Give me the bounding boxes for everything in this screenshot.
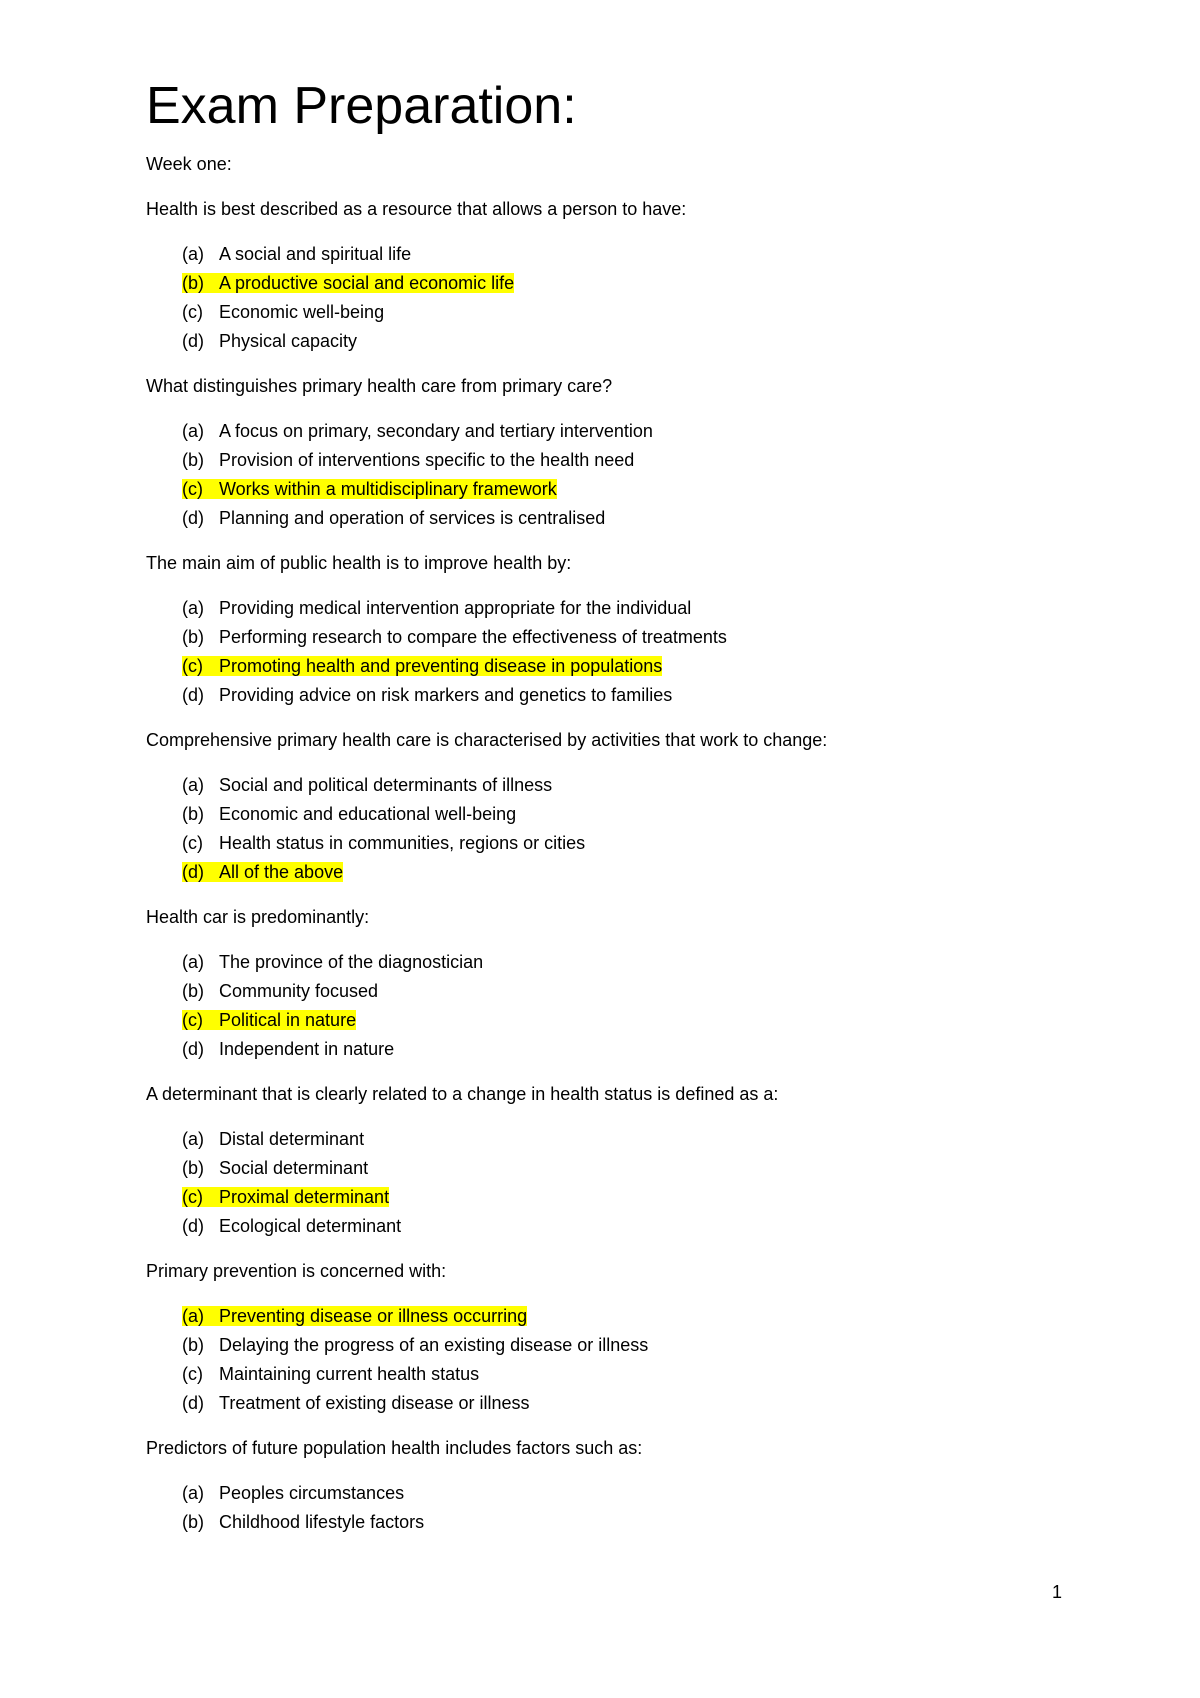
answer-options: [146, 948, 1106, 1064]
option-text: Works within a multidisciplinary framework: [219, 479, 557, 499]
option-letter: (b): [182, 1335, 204, 1355]
option-text: Independent in nature: [219, 1039, 395, 1059]
option-content: [182, 1364, 479, 1384]
option-letter: (a): [182, 1483, 204, 1503]
week-heading: Week one:: [146, 154, 232, 174]
option-letter: (a): [182, 1306, 204, 1326]
option-content: [182, 1010, 356, 1030]
option-content: [182, 508, 605, 528]
answer-option: [182, 1125, 1106, 1154]
option-content: [182, 1187, 389, 1207]
option-text: Performing research to compare the effectiveness of treatments: [219, 627, 727, 647]
answer-option: [182, 977, 1106, 1006]
answer-options: [146, 1125, 1106, 1241]
option-text: Proximal determinant: [219, 1187, 390, 1207]
answer-option: [182, 829, 1106, 858]
question-text: Health car is predominantly:: [146, 907, 370, 927]
question-text: What distinguishes primary health care from primary care?: [146, 376, 613, 396]
option-text: All of the above: [219, 862, 344, 882]
option-text: Community focused: [219, 981, 379, 1001]
answer-option: [182, 594, 1106, 623]
answer-option: [182, 1212, 1106, 1241]
option-content: [182, 775, 552, 795]
option-text: Maintaining current health status: [219, 1364, 480, 1384]
answer-option: [182, 1035, 1106, 1064]
option-letter: (b): [182, 981, 204, 1001]
answer-option-highlighted: [182, 858, 1106, 887]
option-text: Promoting health and preventing disease in populations: [219, 656, 663, 676]
option-text: Providing advice on risk markers and genetics to families: [219, 685, 673, 705]
option-content: [182, 1129, 364, 1149]
question-block: [146, 1434, 1106, 1537]
option-content: [182, 1483, 404, 1503]
option-content: [182, 1158, 368, 1178]
answer-option: [182, 771, 1106, 800]
option-letter: (b): [182, 450, 204, 470]
option-content: [182, 1512, 424, 1532]
answer-option-highlighted: [182, 1302, 1106, 1331]
option-content: [182, 302, 384, 322]
question-list: [146, 195, 1106, 1537]
question-block: [146, 903, 1106, 1064]
option-content: [182, 862, 343, 882]
answer-option-highlighted: [182, 652, 1106, 681]
answer-option: [182, 1508, 1106, 1537]
answer-option-highlighted: [182, 269, 1106, 298]
option-content: [182, 479, 557, 499]
option-text: Distal determinant: [219, 1129, 365, 1149]
option-letter: (b): [182, 1512, 204, 1532]
option-content: [182, 981, 378, 1001]
option-content: [182, 1306, 527, 1326]
option-letter: (b): [182, 804, 204, 824]
option-letter: (b): [182, 273, 204, 293]
option-text: Political in nature: [219, 1010, 357, 1030]
answer-option-highlighted: [182, 1183, 1106, 1212]
option-content: [182, 421, 653, 441]
option-text: The province of the diagnostician: [219, 952, 484, 972]
option-letter: (c): [182, 656, 203, 676]
option-content: [182, 244, 411, 264]
option-text: Providing medical intervention appropriate for the individual: [219, 598, 692, 618]
answer-option: [182, 681, 1106, 710]
option-text: A focus on primary, secondary and tertiary intervention: [219, 421, 653, 441]
option-letter: (d): [182, 331, 204, 351]
option-text: Health status in communities, regions or cities: [219, 833, 586, 853]
question-text: The main aim of public health is to improve health by:: [146, 553, 572, 573]
option-letter: (d): [182, 862, 204, 882]
option-letter: (c): [182, 833, 203, 853]
option-letter: (b): [182, 627, 204, 647]
option-text: Childhood lifestyle factors: [219, 1512, 425, 1532]
option-content: [182, 1039, 394, 1059]
page-number: 1: [1051, 1582, 1062, 1602]
option-text: Preventing disease or illness occurring: [219, 1306, 528, 1326]
option-letter: (b): [182, 1158, 204, 1178]
question-block: [146, 726, 1106, 887]
question-block: [146, 1257, 1106, 1418]
answer-option: [182, 504, 1106, 533]
question-text: A determinant that is clearly related to a change in health status is defined as a:: [146, 1084, 779, 1104]
option-text: Ecological determinant: [219, 1216, 402, 1236]
option-letter: (c): [182, 302, 203, 322]
option-letter: (c): [182, 1187, 203, 1207]
option-letter: (a): [182, 244, 204, 264]
answer-option: [182, 446, 1106, 475]
option-text: Economic and educational well-being: [219, 804, 517, 824]
option-text: Planning and operation of services is centralised: [219, 508, 606, 528]
document-body: [146, 72, 1106, 1553]
option-letter: (d): [182, 1216, 204, 1236]
option-content: [182, 1393, 529, 1413]
option-text: Social and political determinants of illness: [219, 775, 553, 795]
option-letter: (a): [182, 775, 204, 795]
answer-option: [182, 1389, 1106, 1418]
answer-option: [182, 1479, 1106, 1508]
question-block: [146, 1080, 1106, 1241]
answer-options: [146, 1479, 1106, 1537]
answer-options: [146, 771, 1106, 887]
answer-options: [146, 417, 1106, 533]
option-content: [182, 952, 483, 972]
answer-option: [182, 948, 1106, 977]
option-content: [182, 273, 514, 293]
option-content: [182, 450, 634, 470]
option-letter: (d): [182, 508, 204, 528]
option-content: [182, 1216, 401, 1236]
question-text: Predictors of future population health includes factors such as:: [146, 1438, 643, 1458]
option-text: A social and spiritual life: [219, 244, 412, 264]
question-block: [146, 372, 1106, 533]
answer-option: [182, 1360, 1106, 1389]
option-letter: (c): [182, 1364, 203, 1384]
option-content: [182, 685, 672, 705]
option-text: Social determinant: [219, 1158, 369, 1178]
question-block: [146, 549, 1106, 710]
option-content: [182, 598, 691, 618]
answer-option-highlighted: [182, 1006, 1106, 1035]
question-text: Comprehensive primary health care is characterised by activities that work to change:: [146, 730, 828, 750]
question-text: Health is best described as a resource that allows a person to have:: [146, 199, 687, 219]
answer-options: [146, 1302, 1106, 1418]
option-letter: (d): [182, 1393, 204, 1413]
option-content: [182, 1335, 648, 1355]
option-content: [182, 627, 727, 647]
option-content: [182, 331, 357, 351]
option-text: Treatment of existing disease or illness: [219, 1393, 530, 1413]
answer-option: [182, 298, 1106, 327]
option-content: [182, 804, 516, 824]
option-text: Provision of interventions specific to the health need: [219, 450, 635, 470]
answer-option: [182, 1154, 1106, 1183]
page-title: Exam Preparation:: [146, 77, 577, 135]
answer-option-highlighted: [182, 475, 1106, 504]
option-content: [182, 656, 662, 676]
option-letter: (d): [182, 685, 204, 705]
answer-option: [182, 1331, 1106, 1360]
answer-options: [146, 240, 1106, 356]
option-letter: (c): [182, 1010, 203, 1030]
option-letter: (c): [182, 479, 203, 499]
option-letter: (a): [182, 952, 204, 972]
answer-option: [182, 240, 1106, 269]
option-letter: (a): [182, 1129, 204, 1149]
answer-options: [146, 594, 1106, 710]
answer-option: [182, 327, 1106, 356]
option-text: A productive social and economic life: [219, 273, 515, 293]
answer-option: [182, 417, 1106, 446]
option-text: Physical capacity: [219, 331, 358, 351]
option-letter: (a): [182, 421, 204, 441]
answer-option: [182, 623, 1106, 652]
option-letter: (d): [182, 1039, 204, 1059]
option-letter: (a): [182, 598, 204, 618]
option-text: Peoples circumstances: [219, 1483, 405, 1503]
question-text: Primary prevention is concerned with:: [146, 1261, 447, 1281]
option-text: Delaying the progress of an existing disease or illness: [219, 1335, 649, 1355]
option-content: [182, 833, 585, 853]
option-text: Economic well-being: [219, 302, 385, 322]
question-block: [146, 195, 1106, 356]
answer-option: [182, 800, 1106, 829]
